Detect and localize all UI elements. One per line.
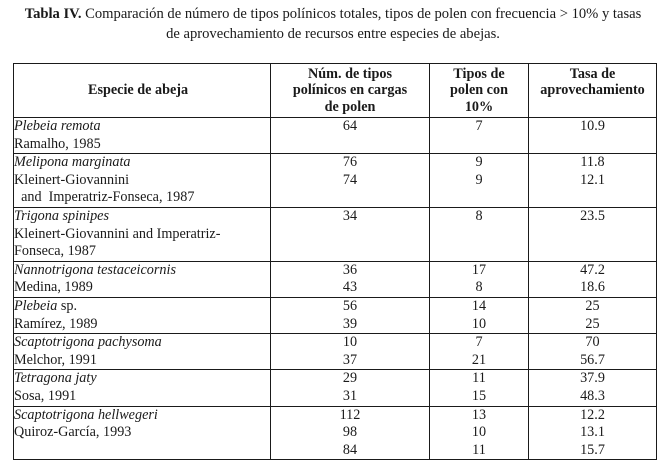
- tasa-value: 23.5: [580, 207, 605, 224]
- num-tipos-cell: [271, 118, 430, 154]
- species-ref: Ramírez, 1989: [14, 315, 98, 332]
- tipos-10-value: 9: [475, 154, 483, 171]
- species-ref: Quiroz-García, 1993: [14, 424, 132, 441]
- tipos-10-value: 10: [471, 315, 487, 332]
- species-cell: [14, 118, 271, 154]
- species-name: Melipona marginata: [14, 154, 131, 171]
- species-cell: [14, 297, 271, 333]
- species-name: Tetragona jaty: [14, 370, 97, 387]
- species-ref: Melchor, 1991: [14, 351, 97, 368]
- species-cell: [14, 207, 271, 261]
- species-name: Nannotrigona testaceicornis: [14, 261, 176, 278]
- num-tipos-value: 36: [342, 261, 358, 278]
- species-cell: [14, 334, 271, 370]
- caption-text-line1: Comparación de número de tipos polínicos totales, tipos de polen con frecuencia > 10% y tasas: [85, 6, 642, 22]
- species-ref: Sosa, 1991: [14, 387, 77, 404]
- tipos-10-cell: [430, 261, 529, 297]
- table-row: [14, 334, 657, 370]
- tipos-10-value: 13: [471, 406, 487, 423]
- species-ref: Kleinert-Giovannini: [14, 171, 130, 188]
- num-tipos-cell: [271, 370, 430, 406]
- tasa-cell: [529, 154, 657, 208]
- tasa-cell: [529, 370, 657, 406]
- tipos-10-cell: [430, 334, 529, 370]
- species-ref: Kleinert-Giovannini and Imperatriz-: [14, 225, 221, 242]
- tipos-10-value: 14: [471, 297, 487, 314]
- header-tipos-10-l1: Tipos de: [453, 66, 505, 83]
- num-tipos-value: 39: [342, 315, 358, 332]
- header-species: Especie de abeja: [14, 64, 271, 118]
- num-tipos-cell: [271, 207, 430, 261]
- tipos-10-value: 8: [475, 207, 483, 224]
- num-tipos-value: 98: [342, 424, 358, 441]
- tipos-10-value: 11: [472, 370, 486, 387]
- table-row: [14, 406, 657, 460]
- header-row: [14, 64, 657, 118]
- tasa-value: 70: [585, 334, 600, 351]
- header-tasa-l1: Tasa de: [569, 66, 616, 82]
- species-cell: [14, 370, 271, 406]
- species-suffix: sp.: [57, 297, 78, 314]
- tasa-cell: [529, 297, 657, 333]
- num-tipos-cell: [271, 261, 430, 297]
- table-caption: [8, 4, 658, 44]
- num-tipos-value: 74: [342, 171, 358, 188]
- tasa-value: 25: [585, 315, 600, 332]
- table-row: [14, 207, 657, 261]
- tipos-10-value: 9: [475, 171, 483, 188]
- species-ref: Fonseca, 1987: [14, 243, 96, 260]
- num-tipos-value: 84: [342, 441, 358, 458]
- caption-label: Tabla IV.: [24, 6, 82, 22]
- species-name: Plebeia: [14, 297, 58, 314]
- tasa-value: 18.6: [580, 279, 605, 296]
- tipos-10-cell: [430, 154, 529, 208]
- num-tipos-value: 76: [342, 154, 358, 171]
- num-tipos-value: 31: [342, 387, 358, 404]
- tipos-10-cell: [430, 406, 529, 460]
- tipos-10-value: 21: [471, 351, 487, 368]
- tasa-value: 13.1: [580, 424, 605, 441]
- species-cell: [14, 261, 271, 297]
- tasa-cell: [529, 334, 657, 370]
- tasa-value: 25: [585, 297, 600, 314]
- tipos-10-value: 8: [475, 279, 483, 296]
- header-tipos-10: [430, 64, 529, 118]
- num-tipos-value: 10: [342, 334, 358, 351]
- tasa-value: 10.9: [580, 118, 605, 134]
- num-tipos-value: 34: [342, 207, 358, 224]
- num-tipos-value: 64: [342, 118, 358, 134]
- species-ref: Ramalho, 1985: [14, 135, 101, 152]
- tipos-10-value: 7: [475, 334, 483, 351]
- tipos-10-value: 17: [471, 261, 487, 278]
- tasa-value: 37.9: [580, 370, 605, 387]
- num-tipos-value: 56: [342, 297, 358, 314]
- bee-species-table: [13, 63, 657, 460]
- species-name-wrap: [14, 298, 270, 316]
- species-name: Trigona spinipes: [14, 207, 109, 224]
- tasa-cell: [529, 118, 657, 154]
- tipos-10-value: 7: [475, 118, 483, 134]
- num-tipos-cell: [271, 334, 430, 370]
- tasa-value: 48.3: [580, 387, 605, 404]
- tasa-value: 12.2: [580, 406, 605, 423]
- species-name: Scaptotrigona hellwegeri: [14, 406, 158, 423]
- species-cell: [14, 154, 271, 208]
- species-ref: Medina, 1989: [14, 279, 93, 296]
- header-tasa: [529, 64, 657, 118]
- header-num-tipos-l3: de polen: [324, 98, 376, 115]
- num-tipos-cell: [271, 154, 430, 208]
- tipos-10-cell: [430, 370, 529, 406]
- table-row: [14, 370, 657, 406]
- table-row: [14, 118, 657, 154]
- tasa-value: 15.7: [580, 441, 605, 458]
- header-num-tipos-l1: Núm. de tipos: [308, 66, 392, 83]
- header-tasa-l2: aprovechamiento: [540, 82, 645, 99]
- species-name: Plebeia remota: [14, 118, 101, 134]
- num-tipos-value: 43: [342, 279, 358, 296]
- header-num-tipos-l2: polínicos en cargas: [292, 82, 408, 99]
- tipos-10-value: 10: [471, 424, 487, 441]
- num-tipos-cell: [271, 406, 430, 460]
- species-cell: [14, 406, 271, 460]
- tasa-value: 56.7: [580, 351, 605, 368]
- tasa-cell: [529, 406, 657, 460]
- tipos-10-cell: [430, 297, 529, 333]
- tasa-cell: [529, 207, 657, 261]
- header-num-tipos: [271, 64, 430, 118]
- tasa-value: 11.8: [580, 154, 605, 171]
- caption-text-line2: de aprovechamiento de recursos entre especies de abejas.: [166, 26, 500, 42]
- table-row: [14, 261, 657, 297]
- table-row: [14, 154, 657, 208]
- tasa-value: 12.1: [580, 171, 605, 188]
- header-tipos-10-l3: 10%: [464, 98, 494, 115]
- species-name: Scaptotrigona pachysoma: [14, 334, 162, 351]
- tipos-10-cell: [430, 207, 529, 261]
- tipos-10-cell: [430, 118, 529, 154]
- species-ref: and Imperatriz-Fonseca, 1987: [14, 189, 195, 206]
- tipos-10-value: 15: [471, 387, 487, 404]
- num-tipos-value: 37: [342, 351, 358, 368]
- num-tipos-value: 112: [339, 406, 361, 423]
- tasa-value: 47.2: [580, 261, 605, 278]
- table-row: [14, 297, 657, 333]
- header-tipos-10-l2: polen con: [450, 82, 508, 99]
- num-tipos-value: 29: [342, 370, 358, 387]
- num-tipos-cell: [271, 297, 430, 333]
- tasa-cell: [529, 261, 657, 297]
- tipos-10-value: 11: [472, 441, 486, 458]
